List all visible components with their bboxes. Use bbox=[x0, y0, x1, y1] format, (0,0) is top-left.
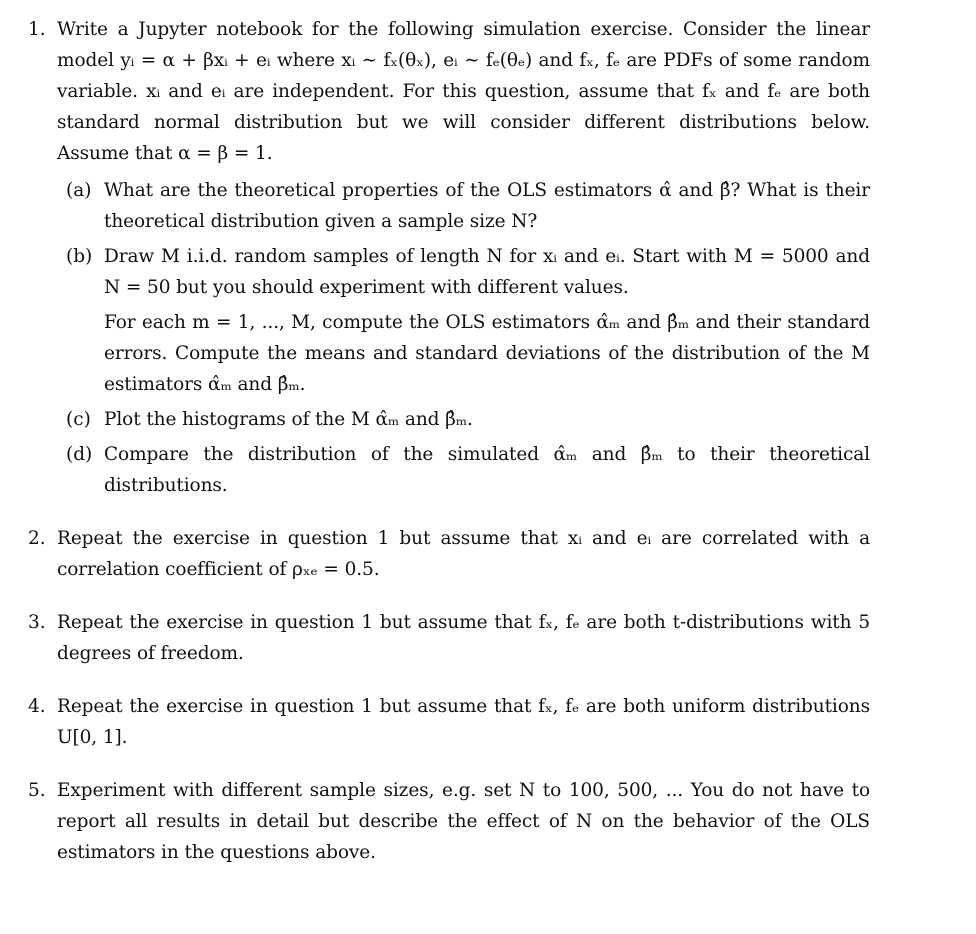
subquestion-text: Draw M i.i.d. random samples of length N for xᵢ and eᵢ. Start with M = 5000 and N = 50 but you should experiment with different values. bbox=[104, 246, 870, 298]
subquestion-list bbox=[66, 175, 870, 501]
subquestion-label: (b) bbox=[66, 246, 93, 267]
question-text: Experiment with different sample sizes, e.g. set N to 100, 500, ... You do not have to report all results in detail but describe the effect of N on the behavior of the OLS estimators in the questions above. bbox=[57, 780, 870, 863]
question-4 bbox=[28, 691, 870, 753]
subquestion-text: What are the theoretical properties of the OLS estimators α̂ and β̂? What is their theoretical distribution given a sample size N? bbox=[104, 180, 870, 232]
question-number: 2. bbox=[28, 528, 46, 549]
subquestion-text: For each m = 1, ..., M, compute the OLS estimators α̂ₘ and β̂ₘ and their standard errors. Compute the means and standard deviations of the distribution of the M estimators α̂ₘ and β̂ₘ. bbox=[104, 312, 870, 395]
question-text: Write a Jupyter notebook for the following simulation exercise. Consider the linear model yᵢ = α + βxᵢ + eᵢ where xᵢ ∼ fₓ(θₓ), eᵢ ∼ fₑ(θₑ) and fₓ, fₑ are PDFs of some random variable. xᵢ and eᵢ are independent. For this question, assume that fₓ and fₑ are both standard normal distribution but we will consider different distributions below. Assume that α = β = 1. bbox=[57, 19, 870, 164]
subquestion-d bbox=[66, 439, 870, 501]
subquestion-label: (c) bbox=[66, 409, 91, 430]
question-5 bbox=[28, 775, 870, 868]
subquestion-a bbox=[66, 175, 870, 237]
exercise-list bbox=[28, 14, 870, 868]
question-number: 4. bbox=[28, 696, 46, 717]
question-number: 3. bbox=[28, 612, 46, 633]
question-number: 1. bbox=[28, 19, 46, 40]
subquestion-text: Compare the distribution of the simulated α̂ₘ and β̂ₘ to their theoretical distributions. bbox=[104, 444, 870, 496]
subquestion-label: (a) bbox=[66, 180, 92, 201]
question-text: Repeat the exercise in question 1 but assume that fₓ, fₑ are both uniform distributions U[0, 1]. bbox=[57, 696, 870, 748]
subquestion-text: Plot the histograms of the M α̂ₘ and β̂ₘ. bbox=[104, 409, 473, 430]
subquestion-label: (d) bbox=[66, 444, 93, 465]
question-number: 5. bbox=[28, 780, 46, 801]
question-text: Repeat the exercise in question 1 but assume that xᵢ and eᵢ are correlated with a correlation coefficient of ρₓₑ = 0.5. bbox=[57, 528, 870, 580]
question-1 bbox=[28, 14, 870, 501]
question-3 bbox=[28, 607, 870, 669]
subquestion-c bbox=[66, 404, 870, 435]
subquestion-b bbox=[66, 241, 870, 400]
question-text: Repeat the exercise in question 1 but assume that fₓ, fₑ are both t-distributions with 5 degrees of freedom. bbox=[57, 612, 870, 664]
question-2 bbox=[28, 523, 870, 585]
